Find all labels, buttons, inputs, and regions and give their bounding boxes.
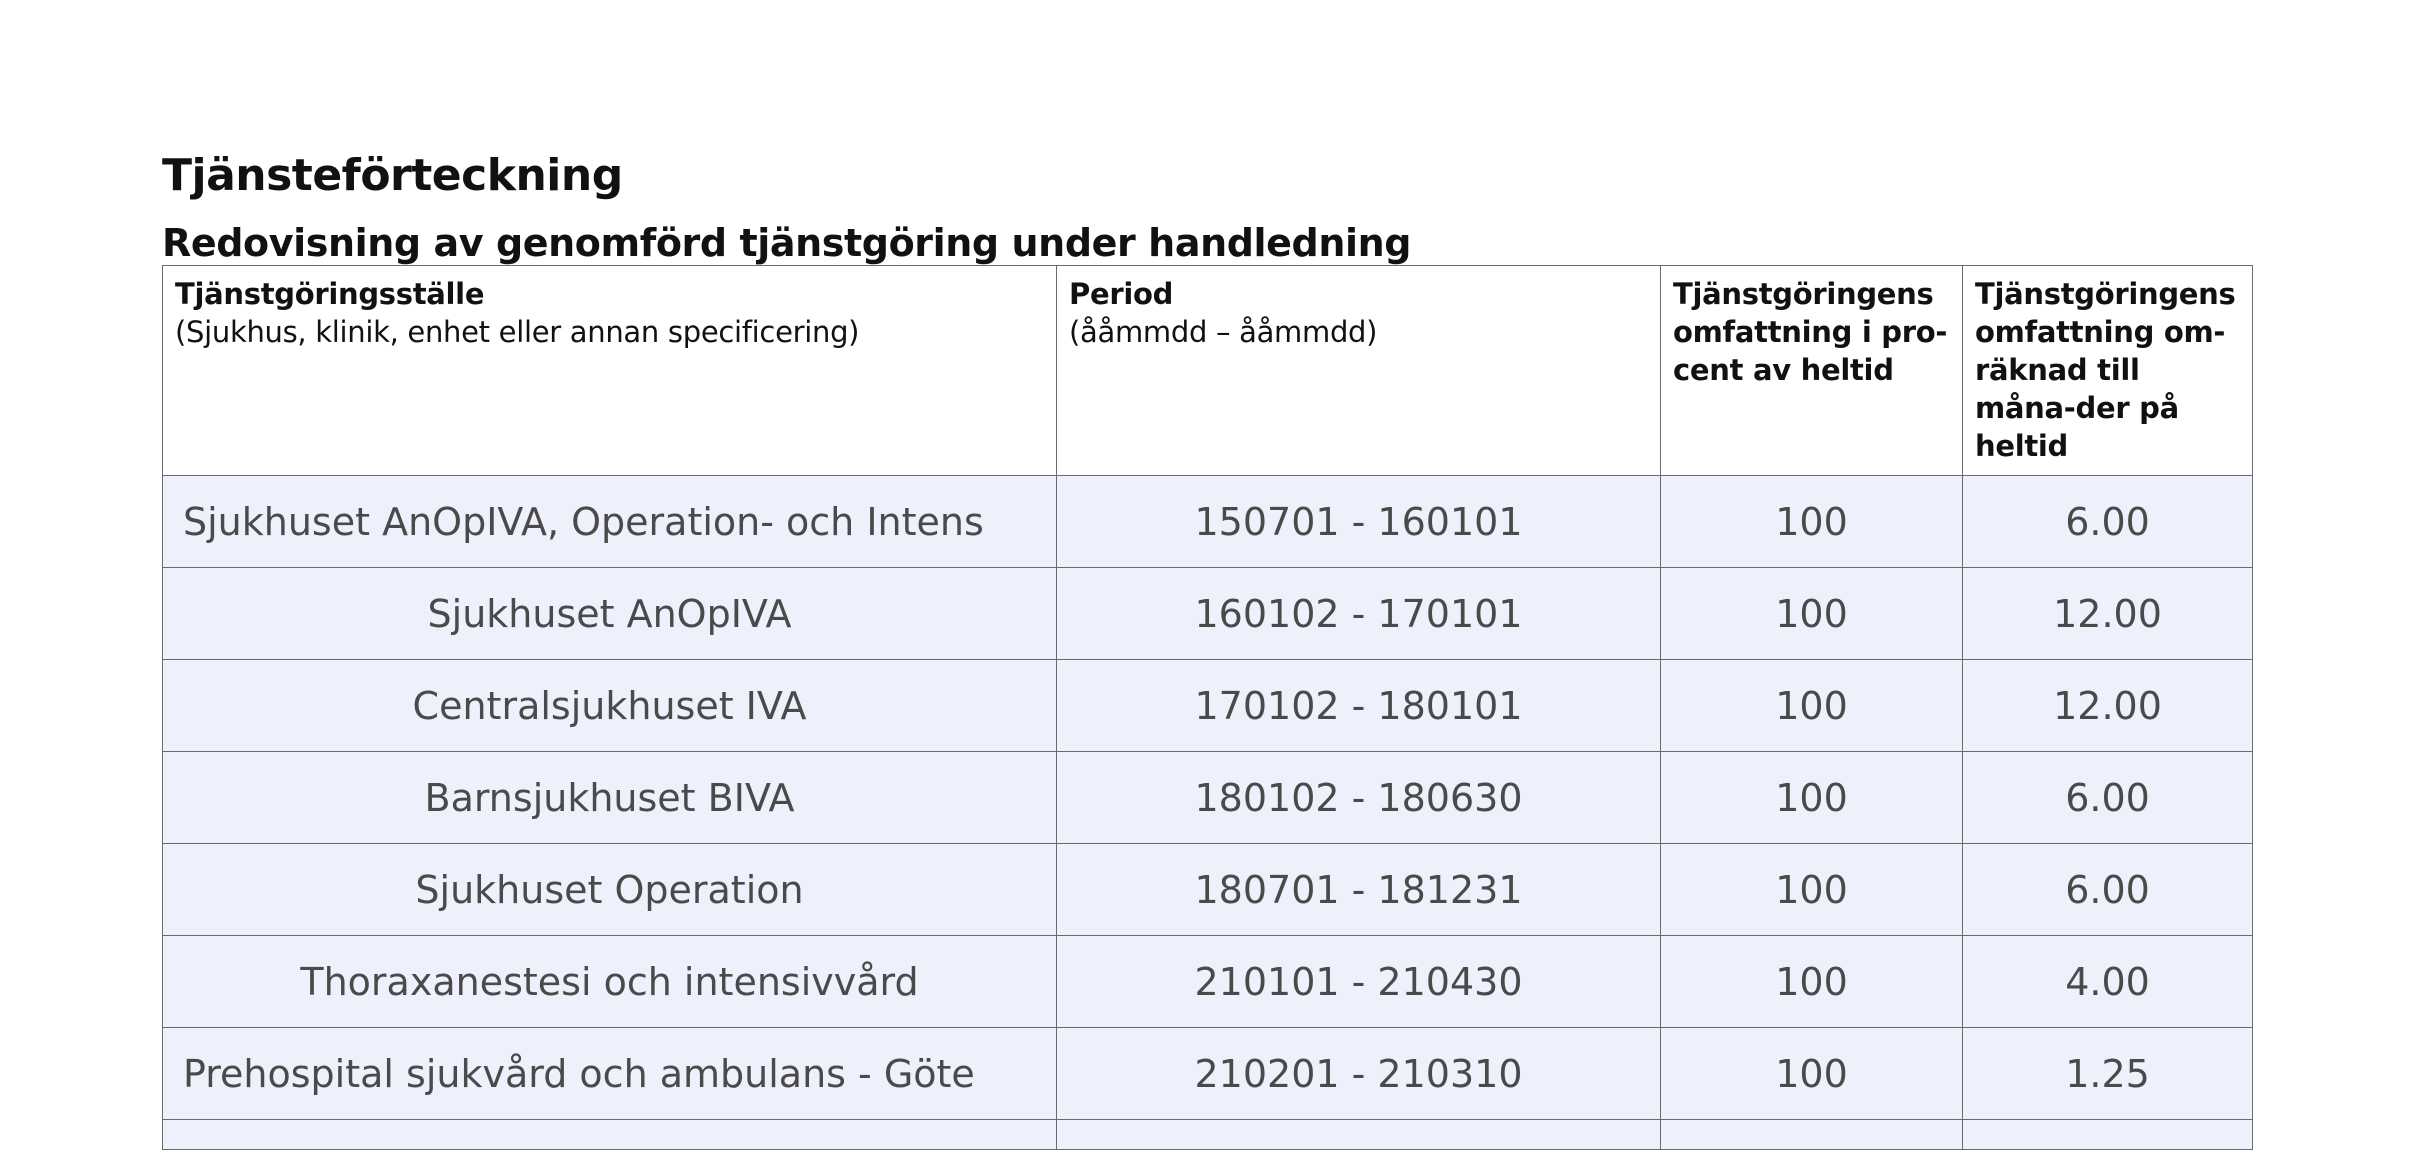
table-row	[163, 476, 2253, 568]
months-field[interactable]: 6.00	[1963, 752, 2253, 844]
header-percent	[1661, 266, 1963, 476]
months-field[interactable]: 12.00	[1963, 660, 2253, 752]
months-field[interactable]: 4.00	[1963, 936, 2253, 1028]
workplace-field[interactable]	[163, 1120, 1057, 1150]
header-workplace	[163, 266, 1057, 476]
table-header-row	[163, 266, 2253, 476]
table-row	[163, 936, 2253, 1028]
percent-field[interactable]: 100	[1661, 752, 1963, 844]
workplace-field[interactable]: Prehospital sjukvård och ambulans - Göte	[163, 1028, 1057, 1120]
workplace-field[interactable]: Sjukhuset Operation	[163, 844, 1057, 936]
months-field[interactable]: 1.25	[1963, 1028, 2253, 1120]
percent-field[interactable]	[1661, 1120, 1963, 1150]
period-field[interactable]: 210201 - 210310	[1057, 1028, 1661, 1120]
header-workplace-label: Tjänstgöringsställe	[175, 277, 485, 311]
document-subtitle: Redovisning av genomförd tjänstgöring under handledning	[162, 221, 1412, 265]
header-period-label: Period	[1069, 277, 1174, 311]
period-field[interactable]: 180701 - 181231	[1057, 844, 1661, 936]
header-workplace-note: (Sjukhus, klinik, enhet eller annan specificering)	[175, 315, 860, 349]
months-field[interactable]	[1963, 1120, 2253, 1150]
period-field[interactable]	[1057, 1120, 1661, 1150]
document-page	[162, 150, 2254, 1150]
months-field[interactable]: 6.00	[1963, 476, 2253, 568]
period-field[interactable]: 170102 - 180101	[1057, 660, 1661, 752]
percent-field[interactable]: 100	[1661, 660, 1963, 752]
table-row	[163, 660, 2253, 752]
percent-field[interactable]: 100	[1661, 568, 1963, 660]
percent-field[interactable]: 100	[1661, 844, 1963, 936]
workplace-field[interactable]: Thoraxanestesi och intensivvård	[163, 936, 1057, 1028]
percent-field[interactable]: 100	[1661, 476, 1963, 568]
header-months	[1963, 266, 2253, 476]
service-table	[162, 265, 2253, 1150]
header-period-note: (ååmmdd – ååmmdd)	[1069, 315, 1378, 349]
period-field[interactable]: 160102 - 170101	[1057, 568, 1661, 660]
months-field[interactable]: 12.00	[1963, 568, 2253, 660]
table-row	[163, 1028, 2253, 1120]
header-percent-label: Tjänstgöringens omfattning i pro-cent av heltid	[1673, 277, 1948, 387]
percent-field[interactable]: 100	[1661, 1028, 1963, 1120]
period-field[interactable]: 210101 - 210430	[1057, 936, 1661, 1028]
table-row-empty	[163, 1120, 2253, 1150]
workplace-field[interactable]: Barnsjukhuset BIVA	[163, 752, 1057, 844]
workplace-field[interactable]: Sjukhuset AnOpIVA	[163, 568, 1057, 660]
document-title: Tjänsteförteckning	[162, 150, 623, 201]
months-field[interactable]: 6.00	[1963, 844, 2253, 936]
header-period	[1057, 266, 1661, 476]
table-row	[163, 568, 2253, 660]
period-field[interactable]: 150701 - 160101	[1057, 476, 1661, 568]
workplace-field[interactable]: Sjukhuset AnOpIVA, Operation- och Intens	[163, 476, 1057, 568]
percent-field[interactable]: 100	[1661, 936, 1963, 1028]
header-months-label: Tjänstgöringens omfattning om-räknad till måna-der på heltid	[1975, 277, 2236, 463]
workplace-field[interactable]: Centralsjukhuset IVA	[163, 660, 1057, 752]
table-row	[163, 844, 2253, 936]
period-field[interactable]: 180102 - 180630	[1057, 752, 1661, 844]
table-row	[163, 752, 2253, 844]
